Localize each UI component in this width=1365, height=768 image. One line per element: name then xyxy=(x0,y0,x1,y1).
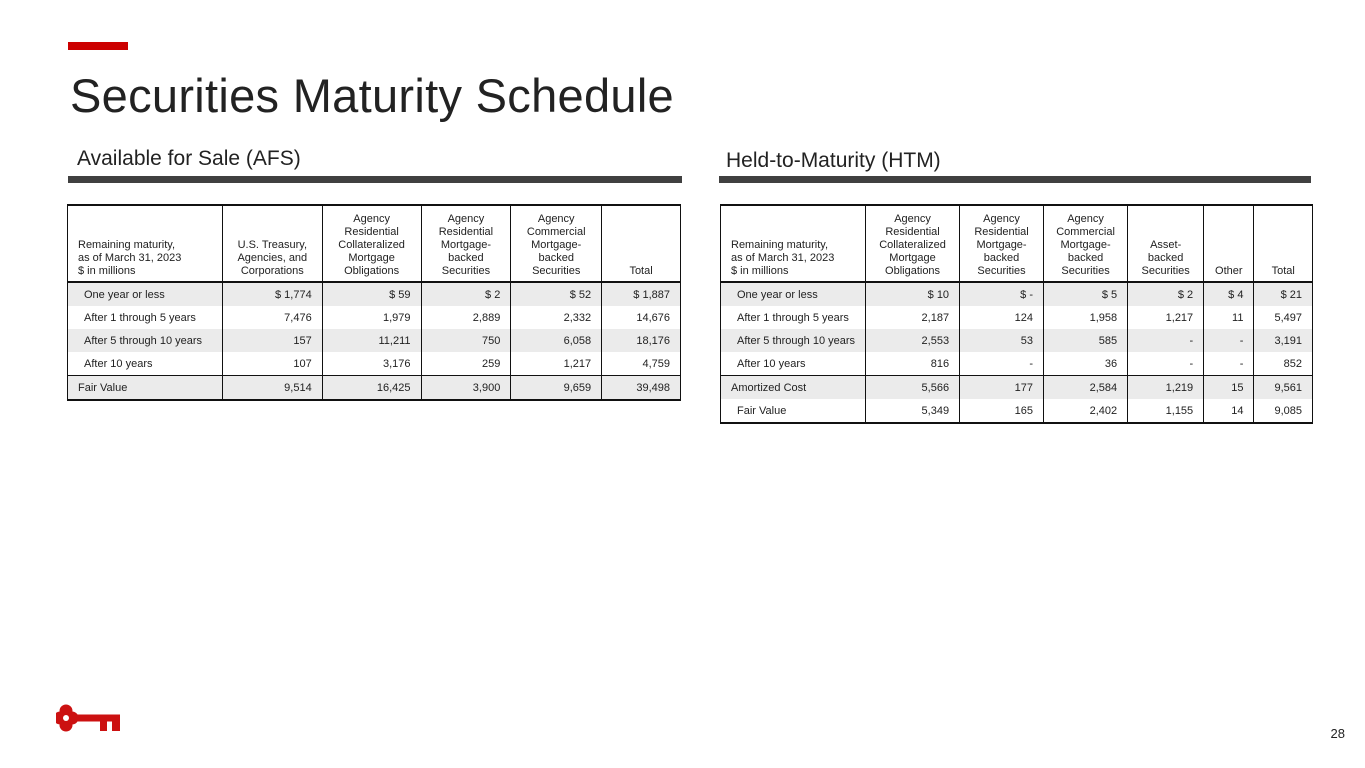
htm-column-header-5 xyxy=(1204,205,1254,282)
column-header-line: Mortgage- xyxy=(1060,239,1111,251)
afs-maturity-table xyxy=(67,204,681,401)
row-label: Amortized Cost xyxy=(721,376,866,400)
htm-column-header-4 xyxy=(1128,205,1204,282)
column-header-line: Mortgage xyxy=(348,252,395,264)
column-header-line: Mortgage- xyxy=(531,239,582,251)
table-cell: 16,425 xyxy=(322,376,421,401)
table-cell: 1,958 xyxy=(1044,306,1128,329)
row-label: Fair Value xyxy=(68,376,223,401)
table-cell: $ 2 xyxy=(421,282,511,306)
afs-column-header-4 xyxy=(511,205,602,282)
title-accent-bar xyxy=(68,42,128,50)
table-cell: 3,176 xyxy=(322,352,421,376)
column-header-line: Securities xyxy=(1061,265,1110,277)
table-cell: 9,561 xyxy=(1254,376,1313,400)
column-header-line: Securities xyxy=(532,265,581,277)
row-label: After 5 through 10 years xyxy=(721,329,866,352)
row-label: After 1 through 5 years xyxy=(721,306,866,329)
htm-maturity-table xyxy=(720,204,1313,424)
column-header-line: Securities xyxy=(977,265,1026,277)
table-cell: 1,155 xyxy=(1128,399,1204,423)
table-cell: 2,889 xyxy=(421,306,511,329)
column-header-line: Agency xyxy=(983,213,1020,225)
table-cell: $ 2 xyxy=(1128,282,1204,306)
column-header-line: Mortgage- xyxy=(440,239,491,251)
column-header-line: backed xyxy=(1067,252,1104,264)
afs-table-row xyxy=(68,306,681,329)
htm-column-header-6 xyxy=(1254,205,1313,282)
row-label: After 10 years xyxy=(68,352,223,376)
column-header-line: backed xyxy=(983,252,1020,264)
table-cell: 585 xyxy=(1044,329,1128,352)
column-header-line: Residential xyxy=(344,226,399,238)
column-header-line: Agencies, and xyxy=(237,252,308,264)
table-cell: 7,476 xyxy=(222,306,322,329)
page-title: Securities Maturity Schedule xyxy=(70,69,675,122)
afs-column-header-5 xyxy=(602,205,681,282)
afs-table-row xyxy=(68,282,681,306)
header-line: $ in millions xyxy=(731,265,789,277)
table-cell: 3,191 xyxy=(1254,329,1313,352)
table-cell: 750 xyxy=(421,329,511,352)
table-cell: 5,566 xyxy=(866,376,960,400)
afs-table-row xyxy=(68,352,681,376)
row-label: One year or less xyxy=(721,282,866,306)
table-cell: 816 xyxy=(866,352,960,376)
table-cell: $ 1,887 xyxy=(602,282,681,306)
table-cell: - xyxy=(1204,329,1254,352)
column-header-line: backed xyxy=(448,252,484,264)
htm-table-row xyxy=(721,376,1313,400)
afs-column-header-3 xyxy=(421,205,511,282)
table-cell: 11 xyxy=(1204,306,1254,329)
column-header-line: Obligations xyxy=(344,265,400,277)
table-cell: 9,514 xyxy=(222,376,322,401)
afs-header-row xyxy=(68,205,681,282)
afs-section-rule xyxy=(68,176,682,183)
column-header-line: Agency xyxy=(447,213,485,225)
header-line: as of March 31, 2023 xyxy=(731,252,835,264)
column-header-line: Mortgage xyxy=(889,252,936,264)
table-cell: $ 1,774 xyxy=(222,282,322,306)
column-header-line: backed xyxy=(538,252,574,264)
table-cell: 107 xyxy=(222,352,322,376)
table-cell: 2,584 xyxy=(1044,376,1128,400)
column-header-line: Other xyxy=(1215,265,1243,277)
row-label: After 1 through 5 years xyxy=(68,306,223,329)
row-label: Fair Value xyxy=(721,399,866,423)
afs-column-header-2 xyxy=(322,205,421,282)
table-cell: $ 59 xyxy=(322,282,421,306)
table-cell: 5,497 xyxy=(1254,306,1313,329)
table-cell: 177 xyxy=(960,376,1044,400)
column-header-line: Agency xyxy=(353,213,390,225)
table-cell: 39,498 xyxy=(602,376,681,401)
afs-column-header-1 xyxy=(222,205,322,282)
column-header-line: Total xyxy=(629,265,653,277)
table-cell: 2,402 xyxy=(1044,399,1128,423)
page-number: 28 xyxy=(1330,726,1345,741)
column-header-line: Corporations xyxy=(240,265,304,277)
table-cell: 2,553 xyxy=(866,329,960,352)
table-cell: 11,211 xyxy=(322,329,421,352)
header-line: Remaining maturity, xyxy=(78,239,175,251)
table-cell: 53 xyxy=(960,329,1044,352)
table-cell: $ 5 xyxy=(1044,282,1128,306)
table-cell: - xyxy=(1128,329,1204,352)
table-cell: 157 xyxy=(222,329,322,352)
key-logo-icon xyxy=(56,702,124,734)
column-header-line: Residential xyxy=(885,226,940,238)
table-cell: 165 xyxy=(960,399,1044,423)
htm-column-header-3 xyxy=(1044,205,1128,282)
column-header-line: Residential xyxy=(974,226,1029,238)
htm-column-header-2 xyxy=(960,205,1044,282)
column-header-line: Residential xyxy=(438,226,494,238)
column-header-line: Collateralized xyxy=(879,239,946,251)
column-header-line: Obligations xyxy=(885,265,941,277)
header-line: as of March 31, 2023 xyxy=(78,252,182,264)
table-cell: 3,900 xyxy=(421,376,511,401)
table-cell: 1,219 xyxy=(1128,376,1204,400)
row-label: After 5 through 10 years xyxy=(68,329,223,352)
column-header-line: U.S. Treasury, xyxy=(237,239,308,251)
table-cell: 1,217 xyxy=(511,352,602,376)
table-cell: 4,759 xyxy=(602,352,681,376)
table-cell: $ 52 xyxy=(511,282,602,306)
table-cell: 5,349 xyxy=(866,399,960,423)
column-header-line: Agency xyxy=(894,213,931,225)
table-cell: - xyxy=(1128,352,1204,376)
htm-table-row xyxy=(721,306,1313,329)
table-cell: - xyxy=(1204,352,1254,376)
table-cell: 852 xyxy=(1254,352,1313,376)
table-cell: 14 xyxy=(1204,399,1254,423)
column-header-line: Securities xyxy=(1141,265,1190,277)
table-cell: 15 xyxy=(1204,376,1254,400)
table-cell: 124 xyxy=(960,306,1044,329)
htm-header-row xyxy=(721,205,1313,282)
table-cell: 259 xyxy=(421,352,511,376)
table-cell: 2,187 xyxy=(866,306,960,329)
table-cell: 6,058 xyxy=(511,329,602,352)
table-cell: 9,659 xyxy=(511,376,602,401)
column-header-line: Collateralized xyxy=(338,239,405,251)
table-cell: $ 4 xyxy=(1204,282,1254,306)
htm-table-row xyxy=(721,282,1313,306)
afs-table-row xyxy=(68,329,681,352)
column-header-line: Agency xyxy=(537,213,575,225)
header-line: Remaining maturity, xyxy=(731,239,828,251)
column-header-line: Mortgage- xyxy=(976,239,1027,251)
column-header-line: Securities xyxy=(441,265,491,277)
column-header-line: Agency xyxy=(1067,213,1104,225)
column-header-line: Commercial xyxy=(526,226,586,238)
htm-column-header-1 xyxy=(866,205,960,282)
htm-table-row xyxy=(721,399,1313,423)
table-cell: $ 21 xyxy=(1254,282,1313,306)
header-line: $ in millions xyxy=(78,265,136,277)
htm-table-row xyxy=(721,352,1313,376)
htm-header-remaining-maturity xyxy=(721,205,866,282)
table-cell: 2,332 xyxy=(511,306,602,329)
afs-table-row xyxy=(68,376,681,401)
table-cell: 14,676 xyxy=(602,306,681,329)
table-cell: 1,979 xyxy=(322,306,421,329)
table-cell: $ - xyxy=(960,282,1044,306)
row-label: After 10 years xyxy=(721,352,866,376)
htm-section-rule xyxy=(719,176,1311,183)
column-header-line: Commercial xyxy=(1056,226,1115,238)
htm-section-title: Held-to-Maturity (HTM) xyxy=(726,149,941,172)
htm-table-row xyxy=(721,329,1313,352)
column-header-line: backed xyxy=(1147,252,1184,264)
table-cell: 18,176 xyxy=(602,329,681,352)
table-cell: 1,217 xyxy=(1128,306,1204,329)
table-cell: $ 10 xyxy=(866,282,960,306)
afs-section-title: Available for Sale (AFS) xyxy=(77,147,301,170)
table-cell: 9,085 xyxy=(1254,399,1313,423)
table-cell: 36 xyxy=(1044,352,1128,376)
column-header-line: Asset- xyxy=(1150,239,1182,251)
afs-header-remaining-maturity xyxy=(68,205,223,282)
table-cell: - xyxy=(960,352,1044,376)
row-label: One year or less xyxy=(68,282,223,306)
column-header-line: Total xyxy=(1271,265,1295,277)
